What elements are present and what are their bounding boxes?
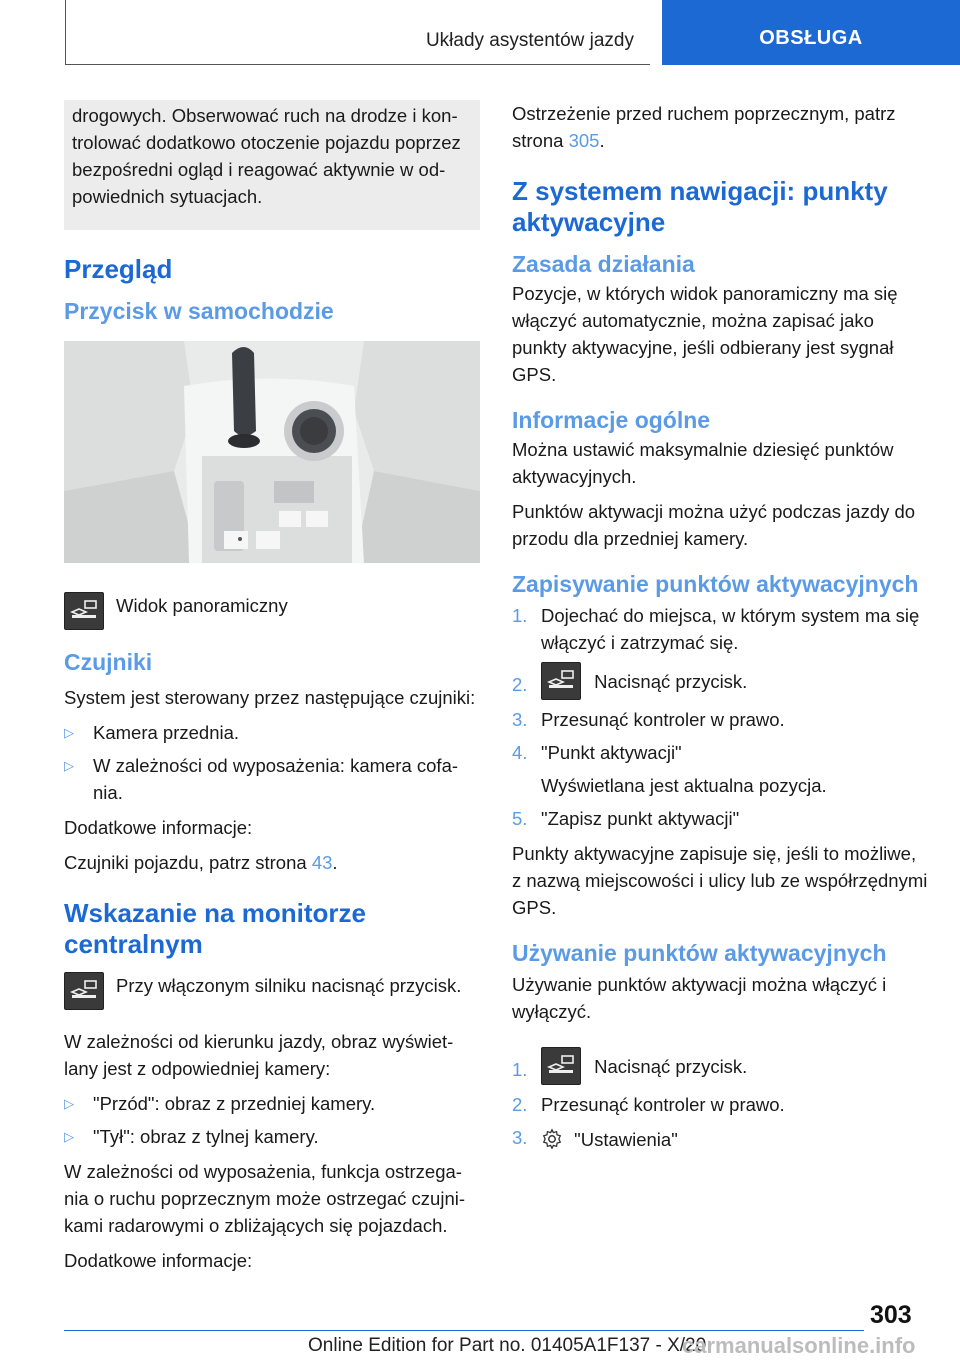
step-text: Przesunąć kontroler w prawo. [541, 709, 785, 730]
list-item-text: "Przód": obraz z przedniej kamery. [93, 1093, 376, 1114]
triangle-bullet-icon: ▷ [64, 758, 74, 773]
list-item [64, 1123, 480, 1150]
step-text: "Punkt aktywacji" [541, 742, 682, 763]
page-link-305[interactable]: 305 [568, 130, 600, 151]
heading-sensors: Czujniki [64, 649, 153, 675]
principle-text: Pozycje, w których widok panoramiczny ma się włączyć automatycznie, można zapisać jako punkty aktywacyjne, jeśli odbierany jest sygnał GPS. [512, 283, 898, 385]
using-steps [512, 1047, 928, 1153]
triangle-bullet-icon: ▷ [64, 725, 74, 740]
step-item [512, 805, 928, 832]
panorama-icon-row [64, 592, 480, 630]
panorama-view-caption: Widok panoramiczny [116, 595, 288, 616]
panorama-view-icon[interactable] [64, 972, 104, 1010]
warning-note [64, 100, 480, 230]
triangle-bullet-icon: ▷ [64, 1096, 74, 1111]
header-divider-bottom [65, 64, 650, 65]
more-info-label: Dodatkowe informacje: [64, 817, 253, 838]
gear-icon [541, 1128, 563, 1150]
camera-list [64, 1090, 480, 1150]
step-text: Nacisnąć przycisk. [594, 670, 748, 692]
chapter-tab[interactable]: OBSŁUGA [662, 0, 960, 65]
right-column [512, 100, 928, 1161]
heading-central-display: Wskazanie na monitorze centralnym [64, 898, 366, 959]
sensor-list [64, 719, 480, 806]
heading-navigation-activation: Z systemem nawigacji: punkty aktywacyjne [512, 176, 888, 237]
using-text: Używanie punktów aktywacji można włączyć i wyłączyć. [512, 974, 887, 1022]
step-number: 2. [512, 674, 528, 695]
left-column [64, 100, 480, 1282]
list-item-text: "Tył": obraz z tylnej kamery. [93, 1126, 319, 1147]
triangle-bullet-icon: ▷ [64, 1129, 74, 1144]
note-text: drogowych. Obserwować ruch na drodze i kontrolować dodatkowo otoczenie pojazdu poprzez bezpośredni ogląd i reagować aktywnie w odpowiednich sytuacjach. [72, 105, 461, 207]
step-number: 2. [512, 1094, 528, 1115]
heading-overview: Przegląd [64, 254, 173, 284]
step-item [512, 662, 928, 700]
step-item [512, 739, 928, 799]
step-number: 5. [512, 808, 528, 829]
press-button-text: Przy włączonym silniku nacisnąć przycisk. [116, 975, 462, 996]
step-item [512, 706, 928, 733]
step-text: "Ustawienia" [574, 1128, 678, 1150]
page-number: 303 [870, 1301, 912, 1329]
edition-text: Online Edition for Part no. 01405A1F137 - X/20 [308, 1335, 707, 1356]
press-button-row [64, 972, 480, 1010]
saving-note: Punkty aktywacyjne zapisuje się, jeśli to możliwe, z nazwą miejscowości i ulicy lub ze współrzędnymi GPS. [512, 843, 928, 918]
heading-button-in-car: Przycisk w samochodzie [64, 298, 334, 324]
step-text: Nacisnąć przycisk. [594, 1055, 748, 1077]
cross-traffic-reference: Ostrzeżenie przed ruchem poprzecznym, patrz strona 305. [512, 103, 896, 151]
page-link-43[interactable]: 43 [311, 852, 333, 873]
brand-watermark: carmanualsonline.info [682, 1333, 916, 1358]
saving-steps [512, 602, 928, 832]
list-item-text: W zależności od wyposażenia: kamera cofania. [93, 755, 459, 803]
step-sub-text: Wyświetlana jest aktualna pozycja. [541, 775, 827, 796]
step-number: 3. [512, 709, 528, 730]
direction-text: W zależności od kierunku jazdy, obraz wyświetlany jest z odpowiedniej kamery: [64, 1031, 454, 1079]
step-text: Dojechać do miejsca, w którym system ma się włączyć i zatrzymać się. [541, 605, 920, 653]
panorama-view-icon[interactable] [541, 662, 581, 700]
panorama-view-icon[interactable] [64, 592, 104, 630]
step-number: 1. [512, 605, 528, 626]
step-item [512, 1091, 928, 1118]
list-item [64, 752, 480, 806]
more-info-label: Dodatkowe informacje: [64, 1250, 253, 1271]
center-console-photo [64, 341, 480, 563]
cross-traffic-text: W zależności od wyposażenia, funkcja ostrzegania o ruchu poprzecznym może ostrzegać czujnikami radarowymi o zbliżających się pojazdach. [64, 1161, 466, 1236]
sensors-intro: System jest sterowany przez następujące czujniki: [64, 687, 476, 708]
step-number: 4. [512, 742, 528, 763]
step-number: 3. [512, 1127, 528, 1148]
step-item [512, 1124, 928, 1153]
sensors-ref-text: Czujniki pojazdu, patrz strona [64, 852, 312, 873]
footer-divider [64, 1330, 864, 1331]
heading-principle: Zasada działania [512, 251, 695, 277]
cross-ref-text: Ostrzeżenie przed ruchem poprzecznym, patrz strona [512, 103, 896, 151]
heading-general-info: Informacje ogólne [512, 407, 711, 433]
step-text: "Zapisz punkt aktywacji" [541, 808, 740, 829]
panorama-view-icon[interactable] [541, 1047, 581, 1085]
list-item [64, 719, 480, 746]
list-item-text: Kamera przednia. [93, 722, 240, 743]
step-text: Przesunąć kontroler w prawo. [541, 1094, 785, 1115]
general-text-1: Można ustawić maksymalnie dziesięć punktów aktywacyjnych. [512, 439, 894, 487]
section-title: Układy asystentów jazdy [425, 30, 634, 51]
heading-using-points: Używanie punktów aktywacyjnych [512, 940, 887, 966]
sensors-reference: Czujniki pojazdu, patrz strona 43. [64, 852, 338, 873]
heading-saving-points: Zapisywanie punktów aktywacyjnych [512, 571, 919, 597]
list-item [64, 1090, 480, 1117]
step-number: 1. [512, 1059, 528, 1080]
step-item [512, 1047, 928, 1085]
general-text-2: Punktów aktywacji można użyć podczas jazdy do przodu dla przedniej kamery. [512, 501, 916, 549]
step-item [512, 602, 928, 656]
